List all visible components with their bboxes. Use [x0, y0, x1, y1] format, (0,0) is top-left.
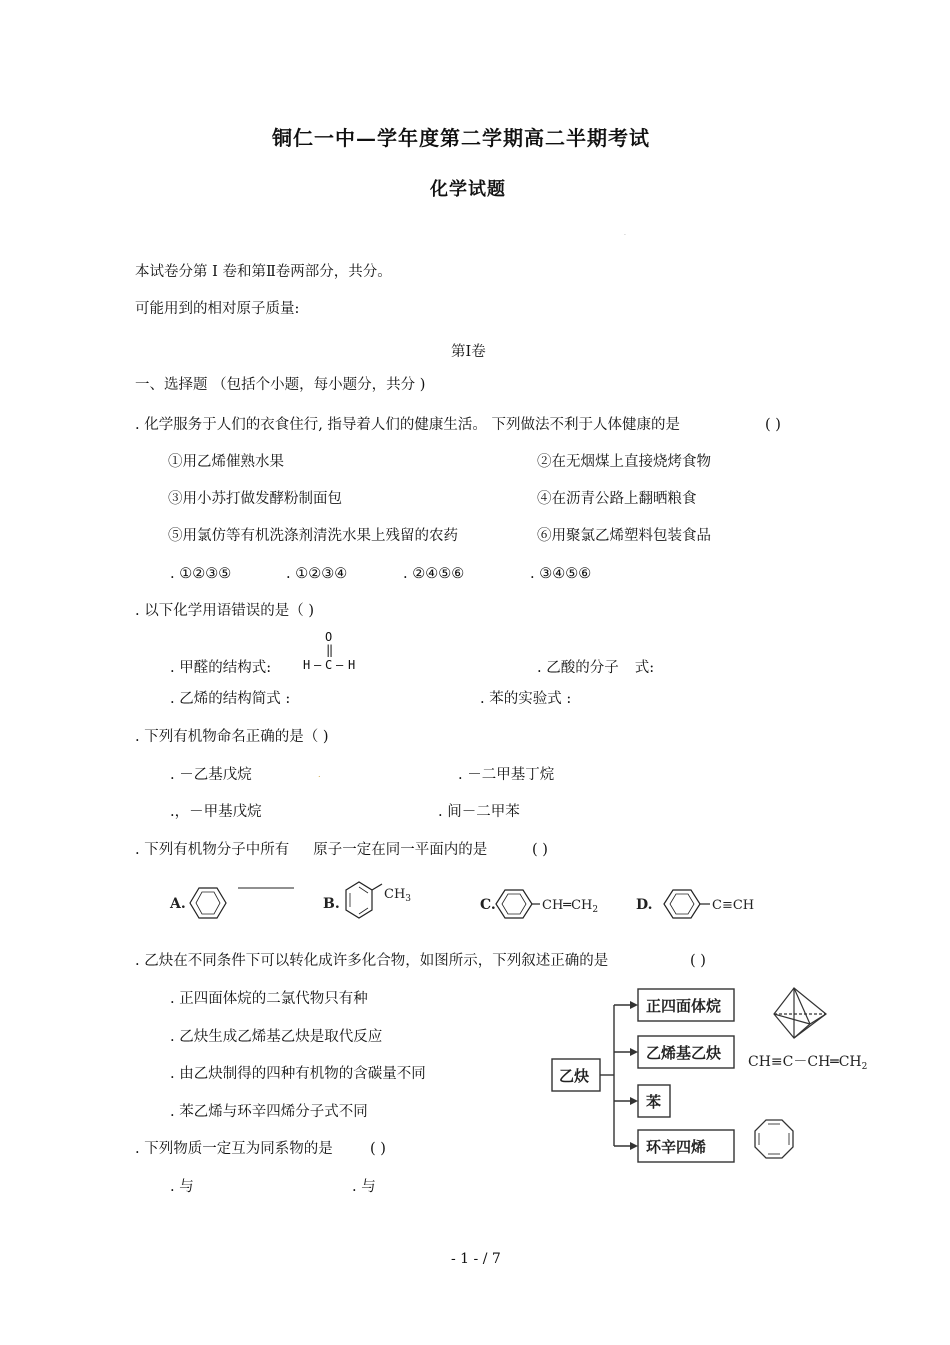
q1-option-a: . ①②③⑤ — [170, 566, 232, 582]
page-title: 铜仁一中—学年度第二学期高二半期考试 — [272, 126, 650, 150]
q5-option-d: . 苯乙烯与环辛四烯分子式不同 — [170, 1104, 368, 1120]
q1-item-1: ①用乙烯催熟水果 — [168, 454, 284, 470]
q1-item-4: ④在沥青公路上翻晒粮食 — [537, 491, 697, 507]
vinylacetylene-formula: $CH\equiv C-CH═CH_2$ — [748, 1054, 868, 1072]
formaldehyde-c: C — [325, 658, 333, 672]
section-heading: 一、选择题 （包括个小题，每小题分，共分 ) — [135, 377, 426, 393]
q4-label-c: C. — [480, 897, 496, 913]
q3-stem: . 下列有机物命名正确的是（ ) — [135, 729, 329, 745]
q4-label-b: B. — [323, 896, 340, 912]
q6-option-a: . 与 — [170, 1179, 194, 1195]
tetrahedrane-structure — [774, 988, 826, 1038]
q6-option-b: . 与 — [352, 1179, 376, 1195]
formaldehyde-o: O — [325, 630, 333, 644]
q5-stem: . 乙炔在不同条件下可以转化成许多化合物，如图所示，下列叙述正确的是 — [135, 953, 609, 969]
acetylene-conversion-diagram — [548, 980, 908, 1170]
q1-option-c: . ②④⑤⑥ — [403, 566, 465, 582]
q1-answer-paren: ( ) — [765, 417, 781, 433]
formaldehyde-bond-left: – — [314, 658, 322, 672]
speck: . — [624, 230, 626, 237]
q3-option-b: . －二甲基丁烷 — [458, 767, 555, 783]
q1-item-2: ②在无烟煤上直接烧烤食物 — [537, 454, 711, 470]
q1-item-6: ⑥用聚氯乙烯塑料包装食品 — [537, 528, 711, 544]
page-number: - 1 - / 7 — [451, 1251, 501, 1267]
part-label: 第Ⅰ卷 — [451, 344, 486, 360]
formaldehyde-bond-right: – — [336, 658, 344, 672]
q2-option-c: . 乙烯的结构简式 : — [170, 691, 291, 707]
toluene-methyl: $CH_3$ — [384, 887, 412, 904]
q1-option-b: . ①②③④ — [286, 566, 348, 582]
formaldehyde-h-right: H — [348, 658, 356, 672]
formaldehyde-double-bond: ‖ — [326, 643, 334, 657]
box-tetrahedrane-label: 正四面体烷 — [646, 997, 722, 1015]
box-acetylene-label: 乙炔 — [559, 1067, 590, 1085]
box-benzene-label: 苯 — [646, 1093, 662, 1111]
q5-option-c: . 由乙炔制得的四种有机物的含碳量不同 — [170, 1066, 426, 1082]
q1-item-5: ⑤用氯仿等有机洗涤剂清洗水果上残留的农药 — [168, 528, 458, 544]
phenylacetylene-ring — [664, 890, 710, 918]
q3-option-d: . 间－二甲苯 — [438, 804, 520, 820]
q6-answer-paren: ( ) — [370, 1141, 386, 1157]
q5-answer-paren: ( ) — [690, 953, 706, 969]
q3-option-a: . －乙基戊烷 — [170, 767, 252, 783]
q2-option-b — [537, 659, 654, 677]
box-vinylacetylene-label: 乙烯基乙炔 — [646, 1044, 722, 1062]
q4-answer-paren: ( ) — [532, 842, 548, 858]
formaldehyde-h-left: H — [303, 658, 311, 672]
q2-option-b-post: 式: — [634, 660, 655, 676]
q1-stem: . 化学服务于人们的衣食住行, 指导着人们的健康生活。 下列做法不利于人体健康的是 — [135, 417, 681, 433]
q1-item-3: ③用小苏打做发酵粉制面包 — [168, 491, 342, 507]
intro-line-1: 本试卷分第 Ⅰ 卷和第Ⅱ卷两部分，共分。 — [135, 264, 392, 280]
q2-option-b-pre: . 乙酸的分子 — [537, 660, 619, 676]
q4-stem-post: 原子一定在同一平面内的是 — [313, 842, 488, 858]
toluene-ring — [346, 882, 382, 918]
q5-option-a: . 正四面体烷的二氯代物只有种 — [170, 991, 368, 1007]
intro-line-2: 可能用到的相对原子质量: — [135, 301, 300, 317]
q2-option-d: . 苯的实验式 : — [480, 691, 572, 707]
page-subtitle: 化学试题 — [430, 179, 506, 200]
q4-label-a: A. — [170, 896, 186, 912]
speck: . — [318, 770, 321, 779]
cyclooctatetraene-structure — [755, 1120, 793, 1158]
q4-stem — [135, 841, 487, 859]
q4-structures — [160, 872, 780, 932]
box-cyclooctatetraene-label: 环辛四烯 — [646, 1138, 707, 1156]
q1-option-d: . ③④⑤⑥ — [530, 566, 592, 582]
q4-label-d: D. — [636, 897, 653, 913]
ethynyl-group: C≡CH — [712, 898, 755, 913]
q6-stem: . 下列物质一定互为同系物的是 — [135, 1141, 333, 1157]
styrene-ring — [496, 890, 540, 918]
q5-option-b: . 乙炔生成乙烯基乙炔是取代反应 — [170, 1029, 383, 1045]
q3-option-c: .，－甲基戊烷 — [170, 804, 262, 820]
styrene-vinyl: $CH═CH_2$ — [542, 898, 599, 915]
q4-stem-pre: . 下列有机物分子中所有 — [135, 842, 290, 858]
q2-option-a: . 甲醛的结构式: — [170, 660, 272, 676]
q2-stem: . 以下化学用语错误的是（ ) — [135, 603, 314, 619]
formaldehyde-structure — [300, 630, 370, 678]
benzene-ring-a — [190, 888, 226, 918]
